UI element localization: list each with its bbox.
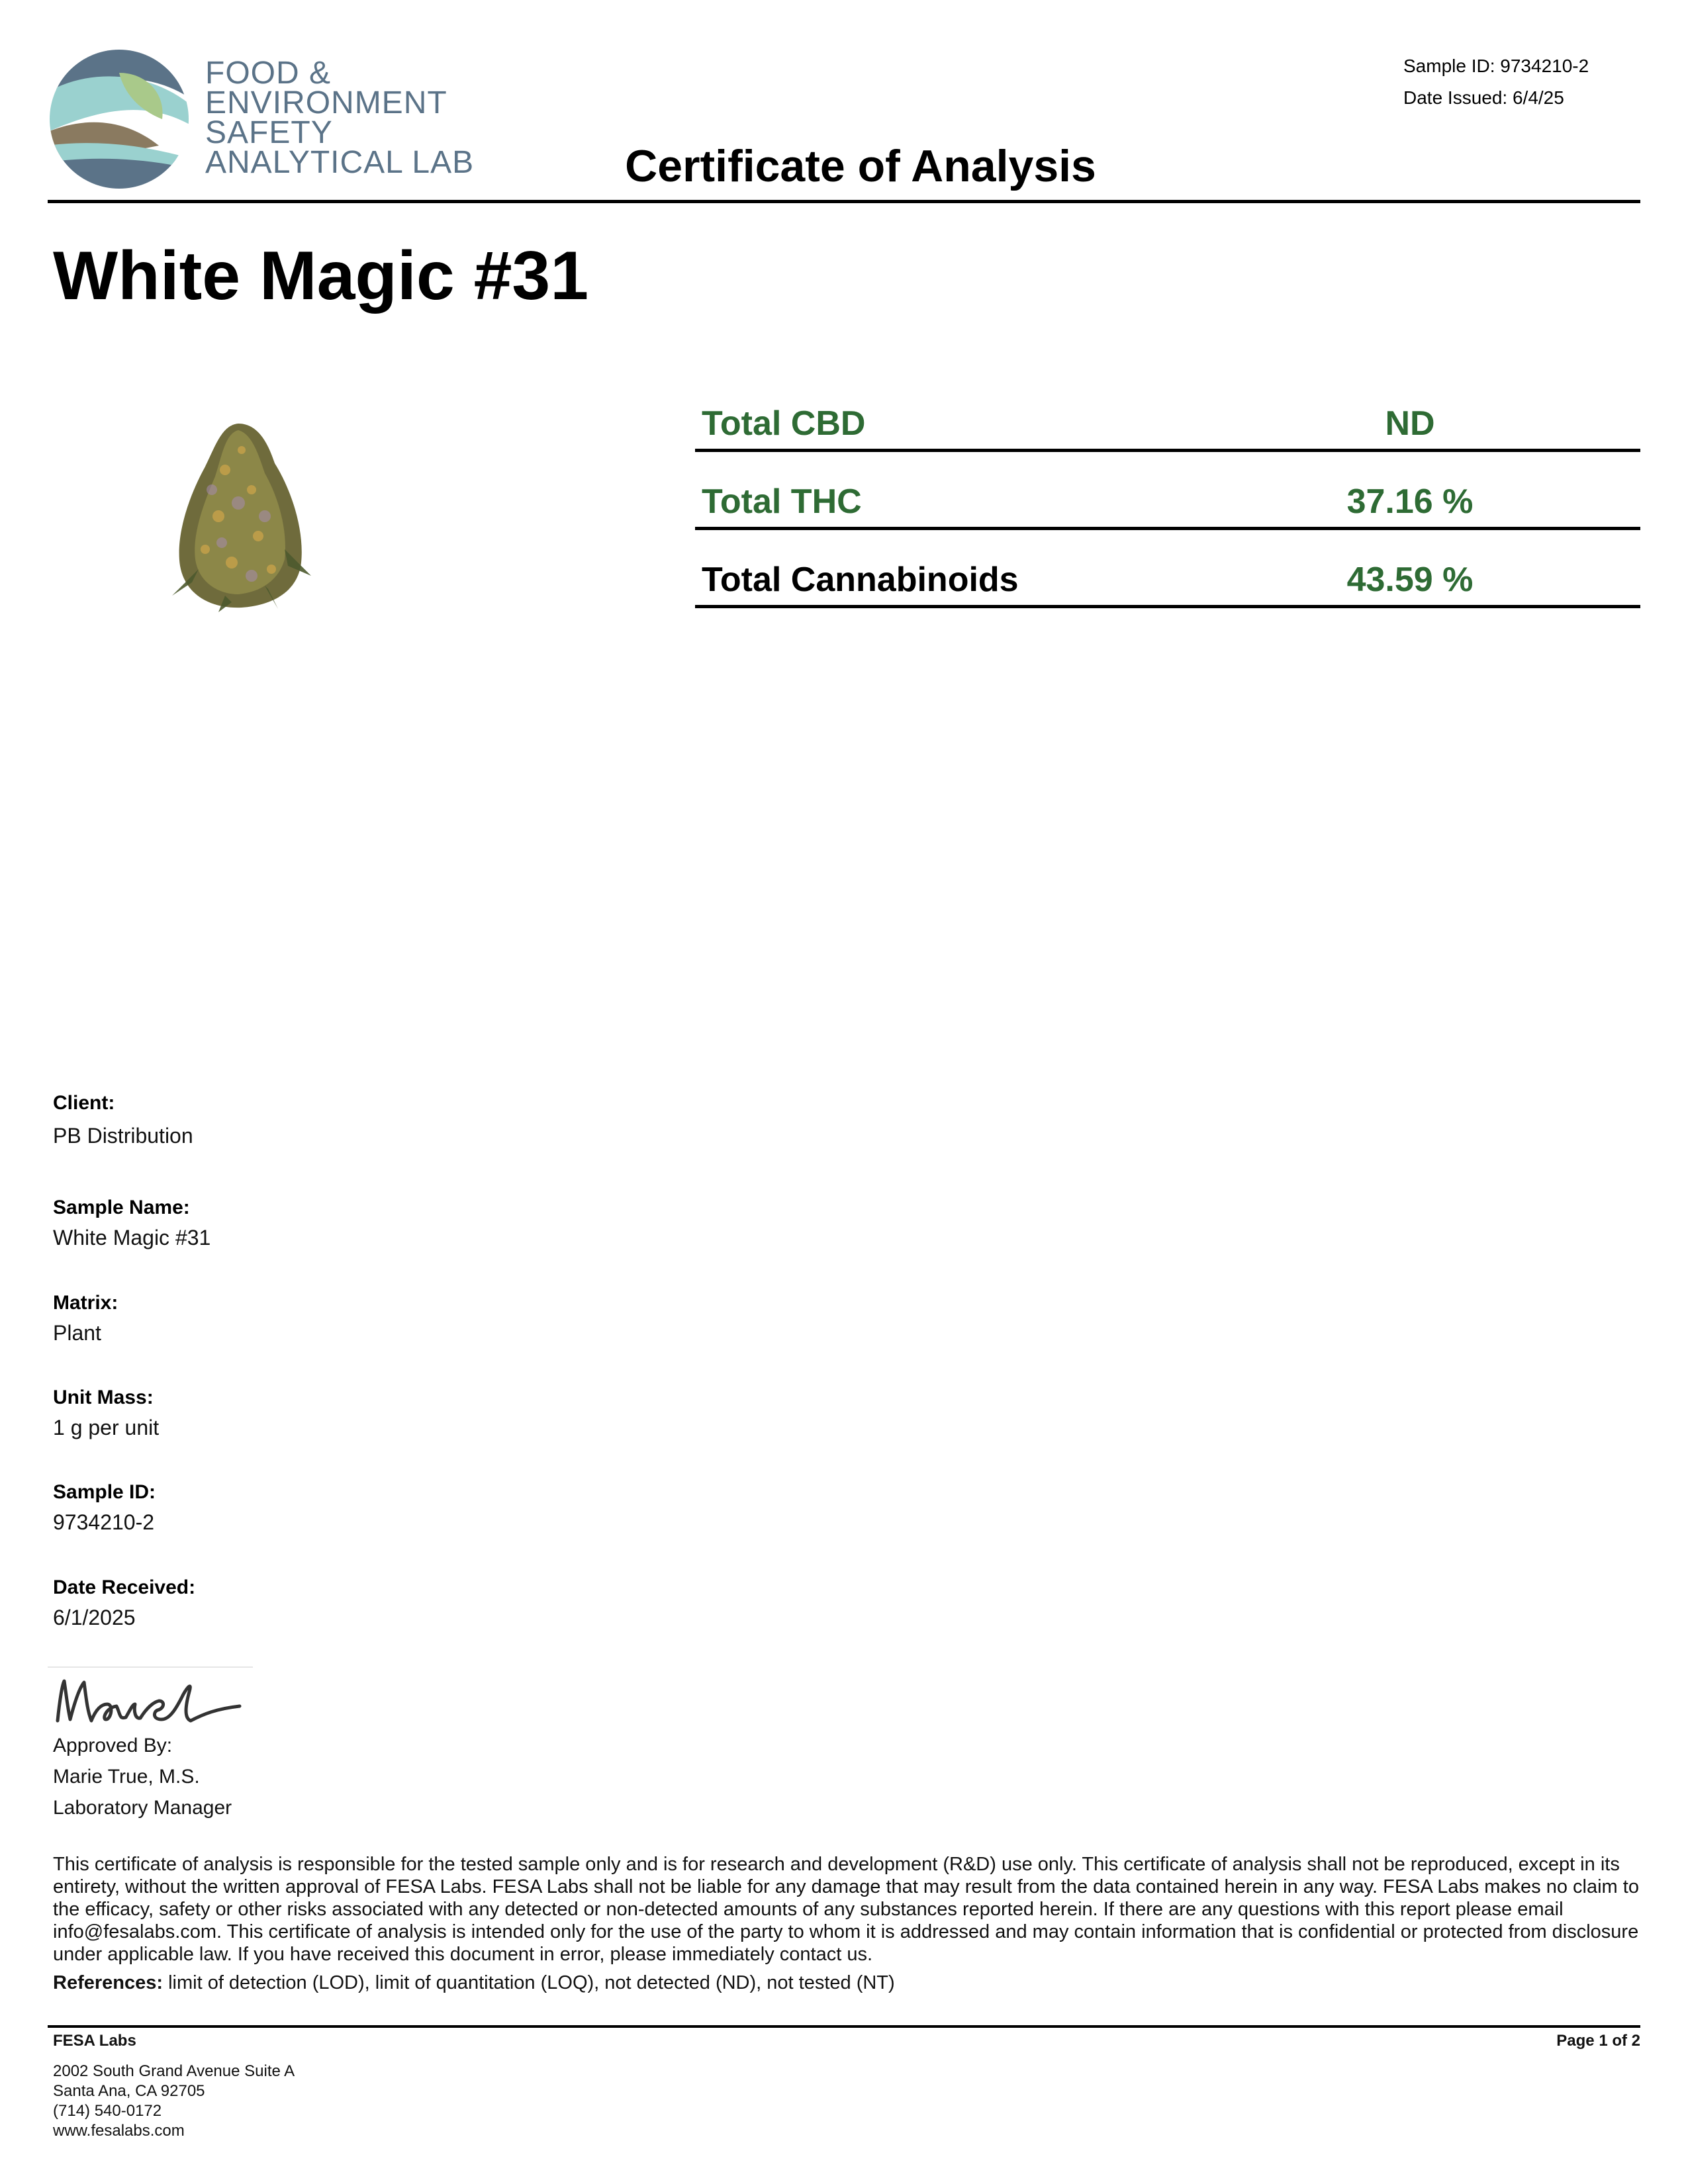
detail-label: Sample ID: <box>53 1481 156 1503</box>
detail-sample-id <box>53 1481 583 1535</box>
detail-label: Unit Mass: <box>53 1387 154 1408</box>
detail-value: PB Distribution <box>53 1124 193 1148</box>
document-title: Certificate of Analysis <box>625 141 1096 191</box>
logo-line: ENVIRONMENT <box>205 85 447 120</box>
references-text: limit of detection (LOD), limit of quantitation (LOQ), not detected (ND), not tested (NT) <box>163 1972 895 1993</box>
header-divider <box>48 200 1640 203</box>
approver-role: Laboratory Manager <box>53 1797 232 1819</box>
approver-name: Marie True, M.S. <box>53 1766 200 1788</box>
footer-address <box>53 2062 295 2141</box>
phone-number: (714) 540-0172 <box>53 2102 162 2120</box>
logo-line: FOOD & <box>205 56 332 91</box>
page-number: Page 1 of 2 <box>1556 2032 1640 2050</box>
detail-date-received <box>53 1576 583 1630</box>
product-title: White Magic #31 <box>53 238 589 314</box>
website-link[interactable]: www.fesalabs.com <box>53 2122 185 2140</box>
summary-row-total-cannabinoids <box>695 527 1640 608</box>
detail-value: 6/1/2025 <box>53 1606 136 1629</box>
summary-value: 43.59 % <box>1346 561 1474 599</box>
footer-divider <box>48 2025 1640 2028</box>
detail-label: Matrix: <box>53 1292 118 1314</box>
detail-value: 1 g per unit <box>53 1416 160 1439</box>
address-line: Santa Ana, CA 92705 <box>53 2082 205 2100</box>
address-line: 2002 South Grand Avenue Suite A <box>53 2062 295 2080</box>
logo-line: ANALYTICAL LAB <box>205 145 475 180</box>
summary-label: Total CBD <box>702 404 866 443</box>
detail-sample-name <box>53 1197 583 1250</box>
detail-label: Client: <box>53 1092 115 1114</box>
logo-line: SAFETY <box>205 115 333 150</box>
summary-value: ND <box>1385 404 1435 443</box>
detail-unit-mass <box>53 1387 583 1440</box>
summary-row-total-cbd <box>695 371 1640 452</box>
detail-client <box>53 1092 583 1148</box>
references-label: References: <box>53 1972 164 1993</box>
detail-value: Plant <box>53 1321 101 1345</box>
header-meta <box>1403 50 1655 114</box>
disclaimer-text: This certificate of analysis is responsible for the tested sample only and is for research and development (R&D) use only. This certificate of analysis shall not be reproduced, except in its entirety, without the written approval of FESA Labs. FESA Labs shall not be liable for any damage that may result from the data contained herein in any way. FESA Labs makes no claim to the efficacy, safety or other risks associated with any detected or non-detected amounts of any substances reported herein. If there are any questions with this report please email info@fesalabs.com. This certificate of analysis is intended only for the use of the party to whom it is addressed and may contain information that is confidential or protected from disclosure under applicable law. If you have received this document in error, please immediately contact us. <box>53 1854 1639 1965</box>
logo-wordmark <box>205 56 475 180</box>
detail-label: Sample Name: <box>53 1197 190 1218</box>
detail-value: 9734210-2 <box>53 1510 155 1534</box>
footer-company: FESA Labs <box>53 2032 136 2050</box>
detail-value: White Magic #31 <box>53 1226 211 1250</box>
references <box>53 1972 1642 1994</box>
summary-label: Total Cannabinoids <box>702 561 1019 599</box>
header-date-issued: Date Issued: 6/4/25 <box>1403 87 1564 108</box>
approval-block <box>53 1730 232 1823</box>
summary-value: 37.16 % <box>1346 482 1474 521</box>
header-sample-id: Sample ID: 9734210-2 <box>1403 56 1589 76</box>
product-photo <box>159 417 324 615</box>
detail-label: Date Received: <box>53 1576 196 1598</box>
approved-by-label: Approved By: <box>53 1735 173 1756</box>
summary-row-total-thc <box>695 449 1640 530</box>
logo-mark-icon <box>46 46 192 192</box>
detail-matrix <box>53 1292 583 1345</box>
fesa-logo <box>46 46 475 199</box>
summary-label: Total THC <box>702 482 862 521</box>
